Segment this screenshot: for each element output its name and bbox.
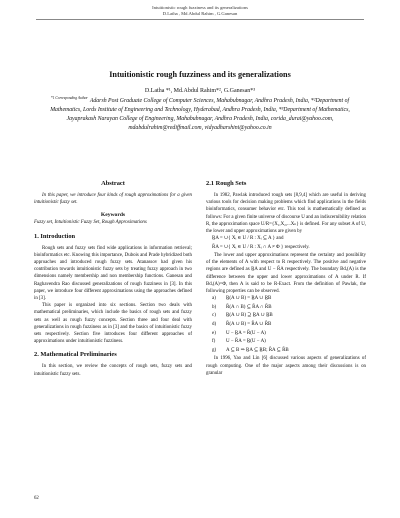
property-item: g) A ⊆ B ⇒ R̲A ⊆ R̲B; R̄A ⊆ R̄B — [212, 347, 289, 353]
property-item: d) R̄(A ∪ B) = R̄A ∪ R̄B — [212, 322, 272, 328]
affiliation-text: Adarsh Post Graduate College of Computer Sciences, Mahabubnagar, Andhra Pradesh, India, *²Department of Mathematics, Lords Institute of Engineering and Technology, Hyderabad, Andhra Pradesh, India, *³Department of Mathematics, Jayaprakash Narayan College of Engineering, Mahabubnagar, Andhra Pradesh, India, corida_durai@yahoo.com, mdabdulrahim@rediffmail.com, vidyadharshini@yahoo.co.in — [50, 98, 350, 132]
page-number: 62 — [34, 496, 39, 501]
rough-sets-heading: 2.1 Rough Sets — [206, 180, 247, 187]
keywords-heading: Keywords — [100, 212, 126, 219]
running-head-title: Intuitionistic rough fuzziness and its generalizations — [152, 5, 248, 10]
author-list: D.Latha *¹, Md.Abdul Rahim*², G.Ganesan*³ — [144, 88, 256, 94]
keywords-text: Fuzzy set, Intuitionistic Fuzzy Set, Rough Approximations — [34, 220, 147, 226]
intro-paragraph-2: This paper is organized into six sections. Section two deals with mathematical preliminaries, which include the basics of rough sets and fuzzy sets as well as rough fuzzy concepts. Section three and four deal with generalizations in rough fuzziness as in [3] and the basics of intuitionistic fuzzy sets respectively. Section five introduces four different approaches of approximations under intuitionistic fuzziness. — [34, 303, 192, 345]
property-item: e) U − R̲A = R̄(U − A) — [212, 330, 266, 336]
property-item: f) U − R̄A = R̲(U − A) — [212, 339, 266, 345]
left-column — [34, 180, 192, 378]
corresponding-author-label: *1 Corresponding Author — [50, 96, 88, 100]
running-head-authors: D.Latha , Md.Abdul Rahim , G.Ganesan — [162, 10, 238, 16]
header-rule — [36, 19, 364, 20]
property-list — [206, 295, 366, 355]
lower-approx-formula: R̲A = ∪{ Xᵢ ∈ U / R : Xᵢ ⊆ A } and — [212, 236, 284, 242]
upper-approx-formula: R̄A = ∪{ Xᵢ ∈ U / R : Xᵢ ∩ A ≠ Φ } respectively. — [212, 244, 310, 250]
abstract-text: In this paper, we introduce four kinds of rough approximations for a given intuitionistic fuzzy set. — [34, 193, 192, 206]
rough-sets-paragraph-2: The lower and upper approximations represent the certainty and possibility of the elements of A with respect to R respectively. The positive and negative regions are defined as R̲A and U − R̄A respectively. The boundary Bdᵣ(A) is the difference between the upper and lower approximations of A under R. If Bdᵣ(A)=Φ, then A is said to be R-Exact. From the definition of Pawlak, the following properties can be observed. — [206, 253, 366, 295]
paper-title: Intuitionistic rough fuzziness and its generalizations — [109, 70, 291, 79]
abstract-heading: Abstract — [101, 180, 125, 187]
property-item: b) R̄(A ∩ B) ⊆ R̄A ∩ R̄B — [212, 304, 272, 310]
intro-heading: 1. Introduction — [34, 232, 76, 240]
rough-sets-paragraph-3: In 1996, Yao and Lin [6] discussed various aspects of generalizations of rough computing. One of the major aspects among their discussions is on granular — [206, 356, 366, 376]
right-column — [206, 180, 366, 377]
prelim-heading: 2. Mathematical Preliminaries — [34, 351, 117, 359]
prelim-paragraph-1: In this section, we review the concepts of rough sets, fuzzy sets and intuitionistic fuzzy sets. — [34, 364, 192, 377]
affiliations — [40, 97, 360, 133]
intro-paragraph-1: Rough sets and fuzzy sets find wide applications in information retrieval; bioinformatics etc. Knowing this importance, Dubois and Prade hybridized both approaches and introduced rough fuzzy sets. Atanassov had given his contribution towards intuitionistic fuzzy sets by treating fuzzy approach in two dimensions namely membership and non membership functions. Ganesan and Raghavendra Rao discussed generalizations of rough fuzziness in [3]. In this paper, we introduce four different approximations using the approaches defined in [3]. — [34, 245, 192, 302]
property-item: a) R̲(A ∪ B) = R̲A ∪ R̲B — [212, 296, 272, 302]
property-item: c) R̲(A ∪ B) ⊇ R̲A ∪ R̲B — [212, 313, 273, 319]
rough-sets-paragraph-1: In 1982, Pawlak introduced rough sets [8,9,4] which are useful in deriving various tools for decision making problems which find applications in the fields bioinformatics, consumer behavior etc. This tool is mathematically defined as follows: For a given finite universe of discourse U and an indiscernibility relation R, the approximation space U/R={X₁,X₂,...Xₙ} is defined. For any subset A of U, the lower and upper approximations are given by — [206, 193, 366, 235]
running-head — [0, 5, 400, 16]
